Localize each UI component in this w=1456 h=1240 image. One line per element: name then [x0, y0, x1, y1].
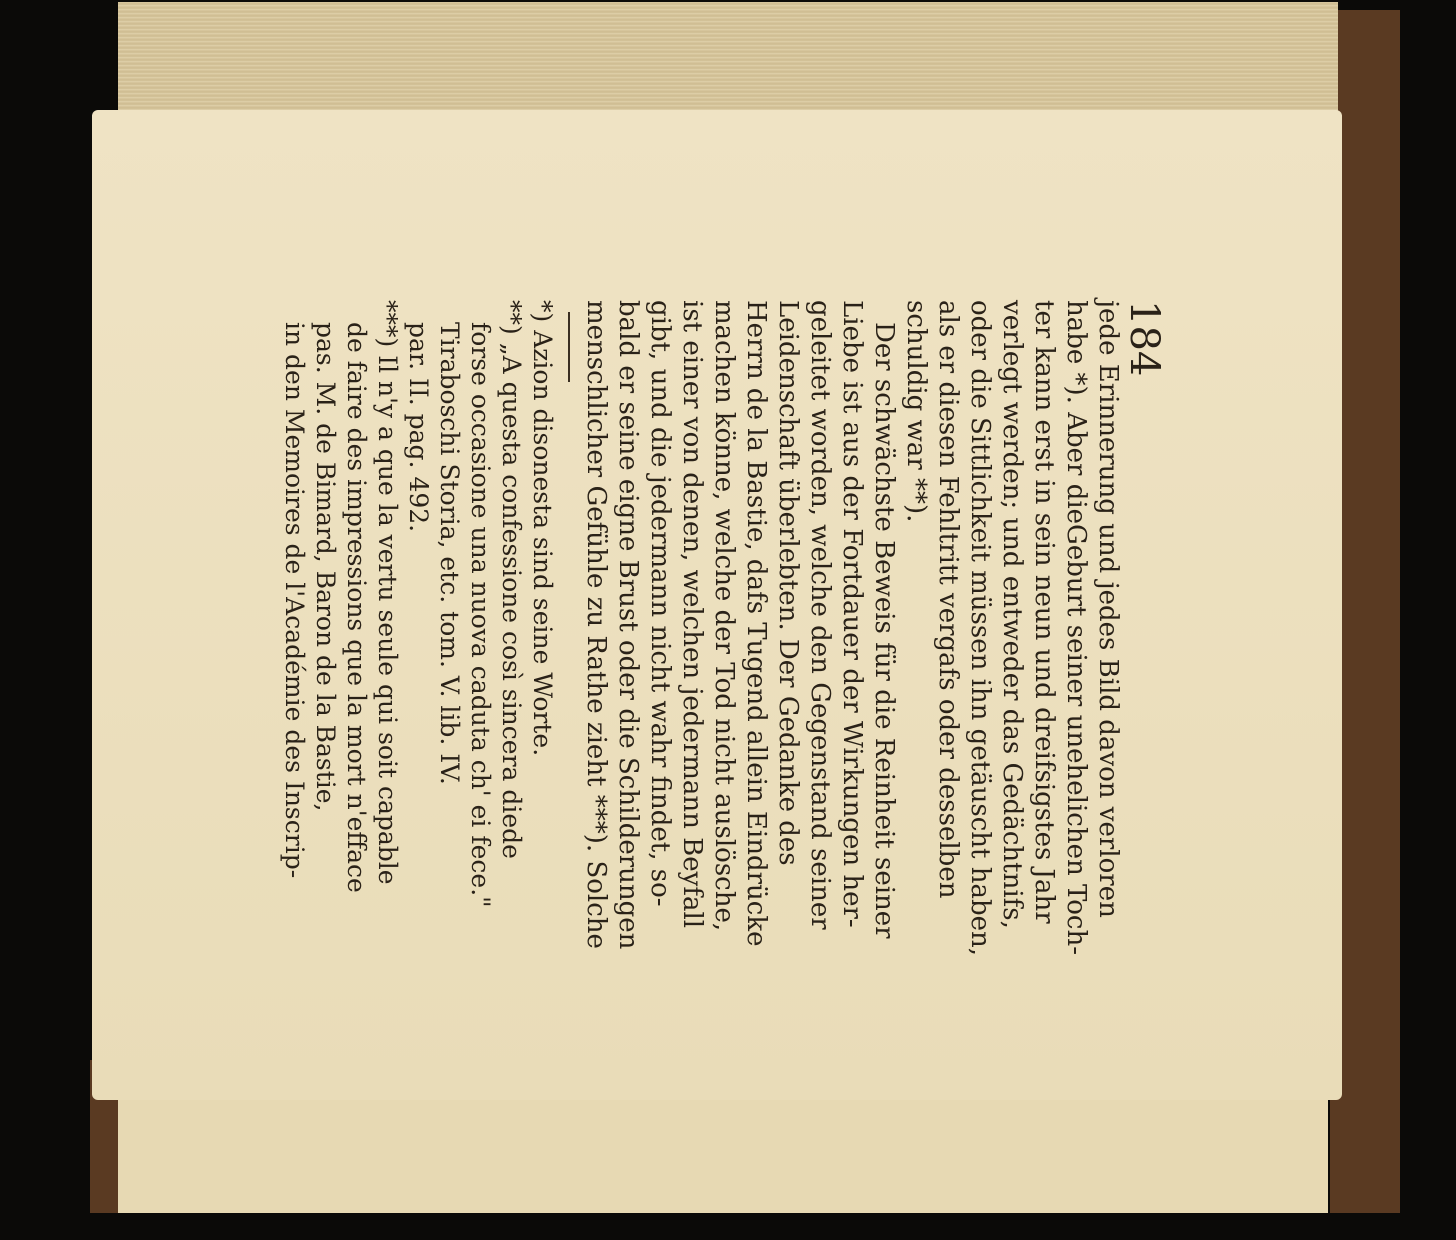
body-line: oder die Sittlichkeit müssen ihn getäuscht haben,: [965, 300, 995, 957]
footnote-line: ***) Il n'y a que la vertu seule qui soit capable: [373, 300, 402, 885]
footnote-line: par. II. pag. 492.: [404, 322, 433, 533]
footnotes: [279, 300, 558, 1240]
footnote-rule: [568, 312, 570, 382]
body-line: jede Erinnerung und jedes Bild davon verloren: [1093, 300, 1123, 918]
body-line: habe *). Aber dieGeburt seiner unehelichen Toch-: [1061, 300, 1091, 956]
footnote-line: **) „A questa confessione così sincera diede: [497, 300, 526, 859]
body-line: ist einer von denen, welchen jedermann Beyfall: [677, 300, 707, 929]
footnote-line: Tiraboschi Storia, etc. tom. V. lib. IV.: [435, 322, 464, 785]
body-line: machen könne, welche der Tod nicht auslösche,: [709, 300, 739, 932]
page-number: 184: [1121, 300, 1167, 377]
footnote-line: forse occasione una nuova caduta ch' ei fece.": [466, 322, 495, 908]
page-edges: [118, 2, 1338, 112]
footnote-line: pas. M. de Bimard, Baron de la Bastie,: [311, 322, 340, 812]
body-line: Liebe ist aus der Fortdauer der Wirkungen her-: [837, 300, 867, 928]
body-line: Der schwächste Beweis für die Reinheit seiner: [869, 322, 899, 939]
body-line: verlegt werden; und entweder das Gedächtnifs,: [997, 300, 1027, 929]
body-line: schuldig war **).: [901, 300, 931, 523]
body-line: als er diesen Fehltritt vergafs oder desselben: [933, 300, 963, 899]
footnote-line: de faire des impressions que la mort n'efface: [342, 322, 371, 893]
body-line: geleitet worden, welche den Gegenstand seiner: [805, 300, 835, 930]
body-line: Herrn de la Bastie, dafs Tugend allein Eindrücke: [741, 300, 771, 947]
body-line: ter kann erst in sein neun und dreifsigstes Jahr: [1029, 300, 1059, 924]
footnote-line: in den Memoires de l'Académie des Inscrip-: [280, 322, 309, 879]
body-line: menschlicher Gefühle zu Rathe zieht ***). Solche: [581, 300, 611, 949]
body-line: gibt, und die jedermann nicht wahr findet, so-: [645, 300, 675, 907]
body-text: [580, 300, 1124, 1240]
rotated-page-text: [220, 300, 1167, 1240]
body-line: bald er seine eigne Brust oder die Schilderungen: [613, 300, 643, 950]
footnote-line: *) Azion disonesta sind seine Worte.: [528, 300, 557, 757]
body-line: Leidenschaft überlebten. Der Gedanke des: [773, 300, 803, 866]
